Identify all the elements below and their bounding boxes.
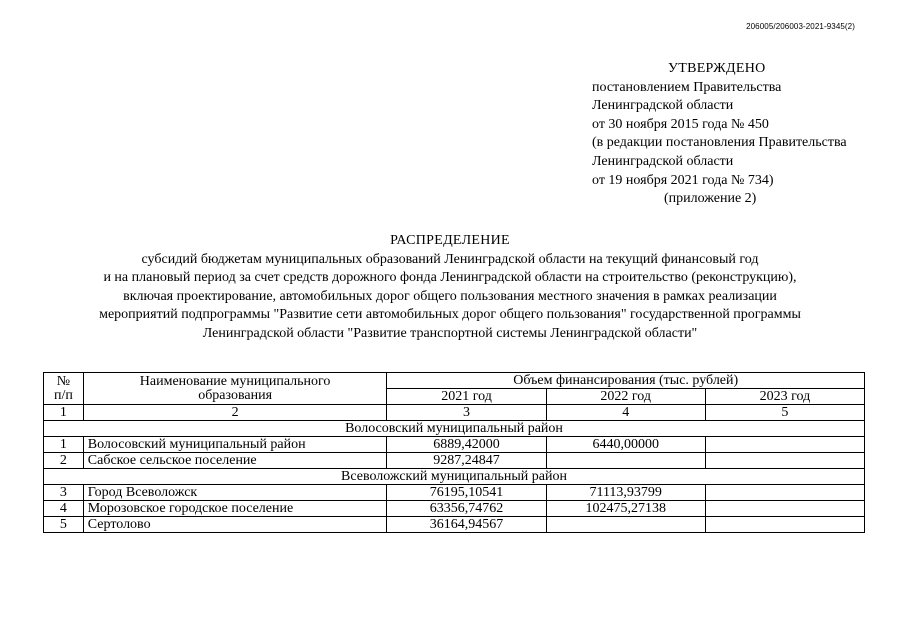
column-number-cell: 2 — [83, 405, 387, 421]
heading-line: включая проектирование, автомобильных дорог общего пользования местного значения в рамках реализации — [123, 288, 777, 304]
row-number: 2 — [44, 453, 84, 469]
row-value-2023 — [705, 485, 864, 501]
row-number: 4 — [44, 501, 84, 517]
row-value-2022: 102475,27138 — [546, 501, 705, 517]
section-title: Всеволожский муниципальный район — [44, 469, 865, 485]
table-header-row — [44, 373, 865, 389]
section-title: Волосовский муниципальный район — [44, 421, 865, 437]
row-value-2021: 6889,42000 — [387, 437, 546, 453]
header-name-cell — [83, 373, 387, 405]
row-value-2023 — [705, 453, 864, 469]
table-row — [44, 501, 865, 517]
approval-block — [592, 60, 892, 209]
header-number-cell — [44, 373, 84, 405]
approval-title: УТВЕРЖДЕНО — [668, 61, 766, 76]
row-value-2021: 9287,24847 — [387, 453, 546, 469]
row-name: Морозовское городское поселение — [83, 501, 387, 517]
row-value-2022 — [546, 517, 705, 533]
row-number: 3 — [44, 485, 84, 501]
distribution-table — [43, 372, 865, 533]
header-name-label: Наименование муниципального — [139, 373, 331, 389]
column-numbers-row — [44, 405, 865, 421]
header-year-cell: 2022 год — [546, 389, 705, 405]
heading-line: Ленинградской области "Развитие транспортной системы Ленинградской области" — [202, 325, 698, 341]
column-number-cell: 3 — [387, 405, 546, 421]
row-value-2021: 63356,74762 — [387, 501, 546, 517]
header-number-label: п/п — [53, 387, 73, 403]
section-row — [44, 421, 865, 437]
row-number: 5 — [44, 517, 84, 533]
approval-line: Ленинградской области — [592, 98, 734, 114]
row-value-2023 — [705, 437, 864, 453]
header-year-cell: 2023 год — [705, 389, 864, 405]
row-name: Сертолово — [83, 517, 387, 533]
table-row — [44, 437, 865, 453]
document-heading — [40, 232, 860, 343]
annex-label: (приложение 2) — [664, 191, 757, 207]
approval-line: Ленинградской области — [592, 153, 734, 169]
table-row — [44, 517, 865, 533]
row-name: Волосовский муниципальный район — [83, 437, 387, 453]
row-value-2023 — [705, 501, 864, 517]
table-row — [44, 485, 865, 501]
row-value-2022: 71113,93799 — [546, 485, 705, 501]
section-row — [44, 469, 865, 485]
header-number-label: № — [56, 373, 71, 389]
approval-line: (в редакции постановления Правительства — [592, 135, 847, 151]
approval-line: постановлением Правительства — [592, 79, 782, 95]
column-number-cell: 5 — [705, 405, 864, 421]
row-name: Сабское сельское поселение — [83, 453, 387, 469]
row-value-2021: 76195,10541 — [387, 485, 546, 501]
row-value-2021: 36164,94567 — [387, 517, 546, 533]
approval-line: от 19 ноября 2021 года № 734) — [592, 172, 774, 188]
row-value-2022: 6440,00000 — [546, 437, 705, 453]
heading-line: и на плановый период за счет средств дорожного фонда Ленинградской области на строительство (реконструкцию), — [103, 270, 797, 285]
document-id: 206005/206003-2021-9345(2) — [746, 22, 855, 31]
column-number-cell: 1 — [44, 405, 84, 421]
header-year-cell: 2021 год — [387, 389, 546, 405]
row-value-2022 — [546, 453, 705, 469]
table-row — [44, 453, 865, 469]
row-value-2023 — [705, 517, 864, 533]
heading-line: субсидий бюджетам муниципальных образований Ленинградской области на текущий финансовый год — [141, 251, 759, 267]
column-number-cell: 4 — [546, 405, 705, 421]
header-funding-cell: Объем финансирования (тыс. рублей) — [387, 373, 865, 389]
document-title: РАСПРЕДЕЛЕНИЕ — [390, 233, 510, 248]
approval-line: от 30 ноября 2015 года № 450 — [592, 116, 769, 132]
header-name-label: образования — [198, 387, 273, 403]
row-number: 1 — [44, 437, 84, 453]
heading-line: мероприятий подпрограммы "Развитие сети автомобильных дорог общего пользования" государственной программы — [99, 307, 801, 322]
row-name: Город Всеволожск — [83, 485, 387, 501]
